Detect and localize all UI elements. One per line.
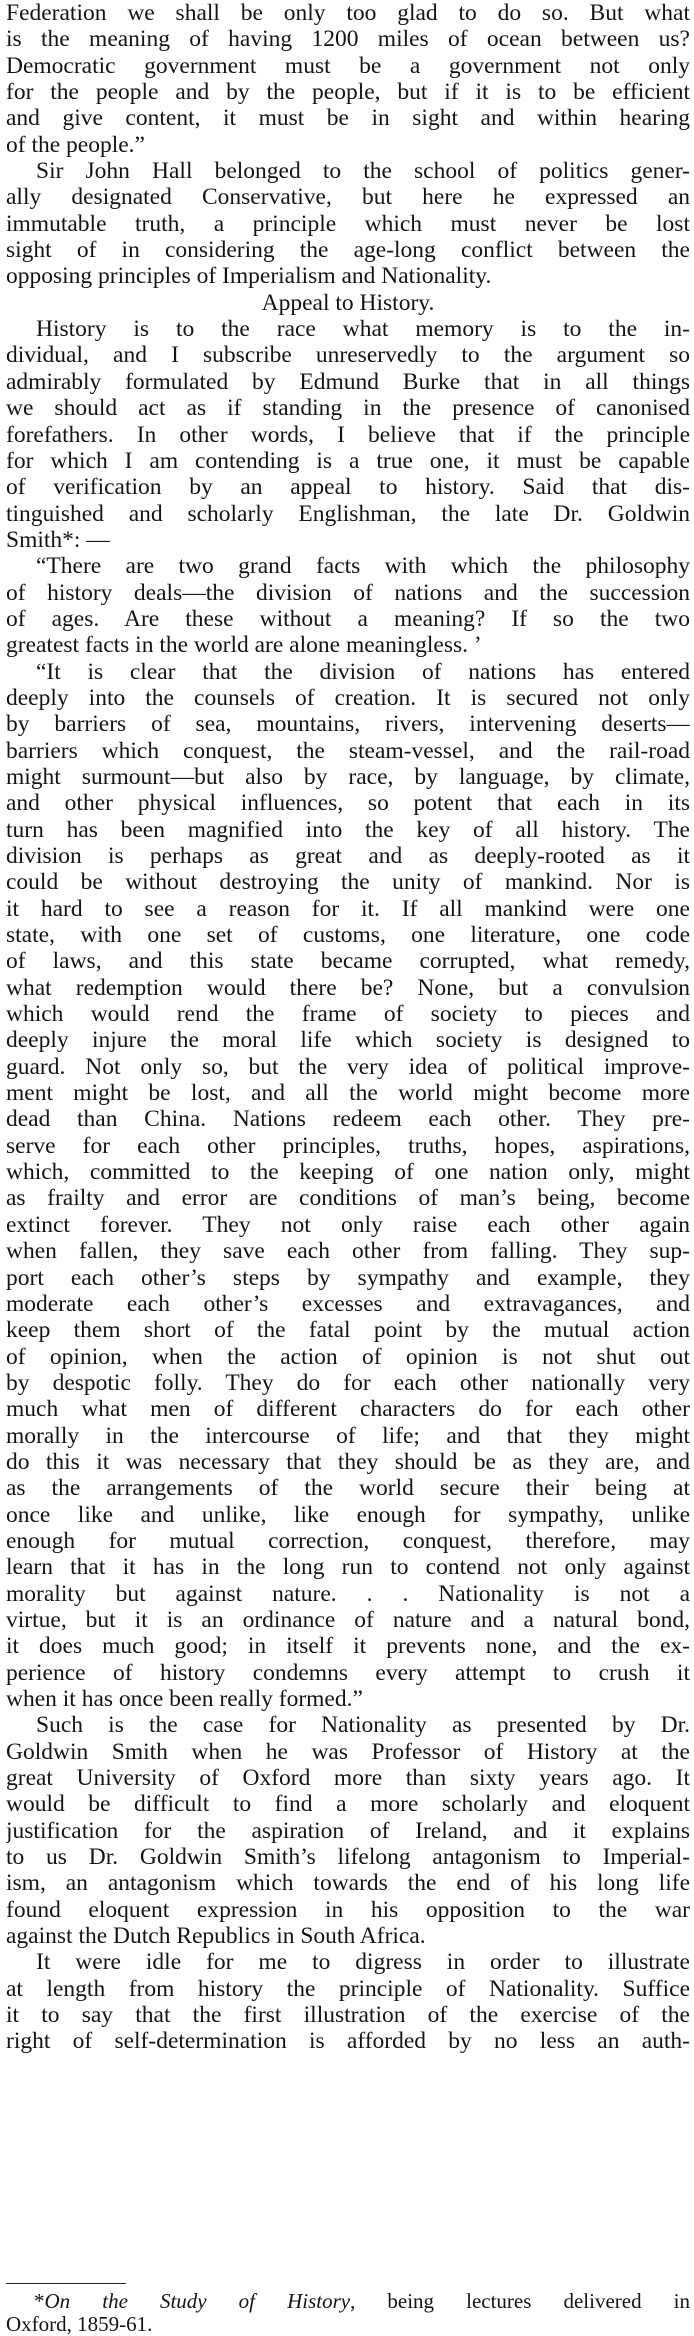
text-line: guard. Not only so, but the very idea of political improve- [6, 1053, 690, 1080]
text-line: what redemption would there be? None, but a convulsion [6, 974, 690, 1001]
text-line: moderate each other’s excesses and extravagances, and [6, 1290, 690, 1317]
text-line: is the meaning of having 1200 miles of ocean between us? [6, 26, 690, 53]
text-line: do this it was necessary that they should be as they are, and [6, 1448, 690, 1475]
text-line: would be difficult to find a more scholarly and eloquent [6, 1791, 690, 1818]
text-line: Sir John Hall belonged to the school of politics gener- [36, 158, 690, 185]
text-line: opposing principles of Imperialism and Nationality. [6, 263, 492, 290]
text-line: which, committed to the keeping of one nation only, might [6, 1159, 690, 1186]
text-line: found eloquent expression in his opposition to the war [6, 1896, 690, 1923]
text-line: perience of history condemns every attempt to crush it [6, 1659, 690, 1686]
text-line: ment might be lost, and all the world might become more [6, 1080, 690, 1107]
text-line: to us Dr. Goldwin Smith’s lifelong antagonism to Imperial- [6, 1844, 690, 1871]
text-line: it hard to see a reason for it. If all mankind were one [6, 895, 690, 922]
text-line: for which I am contending is a true one, it must be capable [6, 447, 690, 474]
text-line: Smith*: — [6, 526, 110, 553]
text-line: it to say that the first illustration of the exercise of the [6, 2002, 690, 2029]
text-line: turn has been magnified into the key of all history. The [6, 816, 690, 843]
text-line: and other physical influences, so potent that each in its [6, 790, 690, 817]
footnote-text: , being lectures delivered in [350, 2290, 690, 2313]
text-line: immutable truth, a principle which must never be lost [6, 210, 690, 237]
text-line: virtue, but it is an ordinance of nature and a natural bond, [6, 1606, 690, 1633]
text-line: greatest facts in the world are alone meaningless. ’ [6, 632, 482, 659]
text-line: of opinion, when the action of opinion is not shut out [6, 1343, 690, 1370]
text-line: keep them short of the fatal point by the mutual action [6, 1317, 690, 1344]
text-line: when it has once been really formed.” [6, 1686, 363, 1712]
footnote [6, 2290, 690, 2336]
text-line: extinct forever. They not only raise each other again [6, 1211, 690, 1238]
text-line: History is to the race what memory is to the in- [36, 316, 690, 343]
text-line: justification for the aspiration of Ireland, and it explains [6, 1817, 690, 1844]
text-line: of the people.” [6, 131, 145, 158]
footnote-title: On the Study of History [44, 2290, 351, 2313]
text-line: Democratic government must be a government not only [6, 52, 690, 79]
text-line: of laws, and this state became corrupted, what remedy, [6, 948, 690, 975]
text-line: ally designated Conservative, but here he expressed an [6, 184, 690, 211]
text-line: It were idle for me to digress in order to illustrate [36, 1949, 690, 1976]
text-line: it does much good; in itself it prevents none, and the ex- [6, 1633, 690, 1660]
text-line: dividual, and I subscribe unreservedly to the argument so [6, 342, 690, 369]
text-line: admirably formulated by Edmund Burke that in all things [6, 368, 690, 395]
text-line: for the people and by the people, but if it is to be efficient [6, 79, 690, 106]
footnote-marker: * [34, 2290, 45, 2313]
text-line: Federation we shall be only too glad to do so. But what [6, 0, 690, 26]
text-line: and give content, it must be in sight and within hearing [6, 105, 690, 132]
text-line: division is perhaps as great and as deeply-rooted as it [6, 843, 690, 869]
text-line: as the arrangements of the world secure their being at [6, 1475, 690, 1502]
text-line: serve for each other principles, truths, hopes, aspirations, [6, 1132, 690, 1159]
footnote-line [6, 2290, 690, 2313]
section-heading: Appeal to History. [261, 289, 435, 316]
body-text [6, 0, 690, 2055]
text-line: great University of Oxford more than sixty years ago. It [6, 1765, 690, 1792]
text-line: morality but against nature. . . Nationality is not a [6, 1580, 690, 1607]
text-line: of history deals—the division of nations and the succession [6, 579, 690, 606]
text-line: forefathers. In other words, I believe that if the principle [6, 421, 690, 448]
text-line: by despotic folly. They do for each other nationally very [6, 1369, 690, 1396]
text-line: barriers which conquest, the steam-vessel, and the rail-road [6, 737, 690, 764]
text-line: much what men of different characters do for each other [6, 1396, 690, 1423]
text-line: as frailty and error are conditions of man’s being, become [6, 1185, 690, 1212]
text-line: by barriers of sea, mountains, rivers, intervening deserts— [6, 711, 690, 738]
text-line: state, with one set of customs, one literature, one code [6, 922, 690, 949]
text-line: learn that it has in the long run to contend not only against [6, 1554, 690, 1581]
text-line: at length from history the principle of Nationality. Suffice [6, 1975, 690, 2002]
text-line: of ages. Are these without a meaning? If so the two [6, 605, 690, 632]
text-line: Such is the case for Nationality as presented by Dr. [36, 1712, 690, 1739]
text-line: Goldwin Smith when he was Professor of History at the [6, 1738, 690, 1765]
text-line: ism, an antagonism which towards the end of his long life [6, 1870, 690, 1897]
text-line: we should act as if standing in the presence of canonised [6, 395, 690, 422]
text-line: of verification by an appeal to history. Said that dis- [6, 474, 690, 501]
footnote-rule [6, 2283, 126, 2284]
text-line: against the Dutch Republics in South Africa. [6, 1923, 426, 1950]
text-line: which would rend the frame of society to pieces and [6, 1001, 690, 1028]
text-line: dead than China. Nations redeem each other. They pre- [6, 1106, 690, 1133]
text-line: sight of in considering the age-long conflict between the [6, 237, 690, 264]
footnote-line: Oxford, 1859-61. [6, 2313, 153, 2336]
text-line: “There are two grand facts with which the philosophy [36, 553, 690, 580]
text-line: when fallen, they save each other from falling. They sup- [6, 1238, 690, 1265]
text-line: might surmount—but also by race, by language, by climate, [6, 763, 690, 790]
text-line: once like and unlike, like enough for sympathy, unlike [6, 1501, 690, 1528]
text-line: tinguished and scholarly Englishman, the late Dr. Goldwin [6, 500, 690, 527]
text-line: “It is clear that the division of nations has entered [36, 658, 690, 685]
text-line: deeply injure the moral life which society is designed to [6, 1027, 690, 1054]
text-line: could be without destroying the unity of mankind. Nor is [6, 869, 690, 896]
text-line: enough for mutual correction, conquest, therefore, may [6, 1527, 690, 1554]
text-line: right of self-determination is afforded by no less an auth- [6, 2028, 690, 2055]
text-line: deeply into the counsels of creation. It is secured not only [6, 684, 690, 711]
text-line: morally in the intercourse of life; and that they might [6, 1422, 690, 1449]
text-line: port each other’s steps by sympathy and example, they [6, 1264, 690, 1291]
